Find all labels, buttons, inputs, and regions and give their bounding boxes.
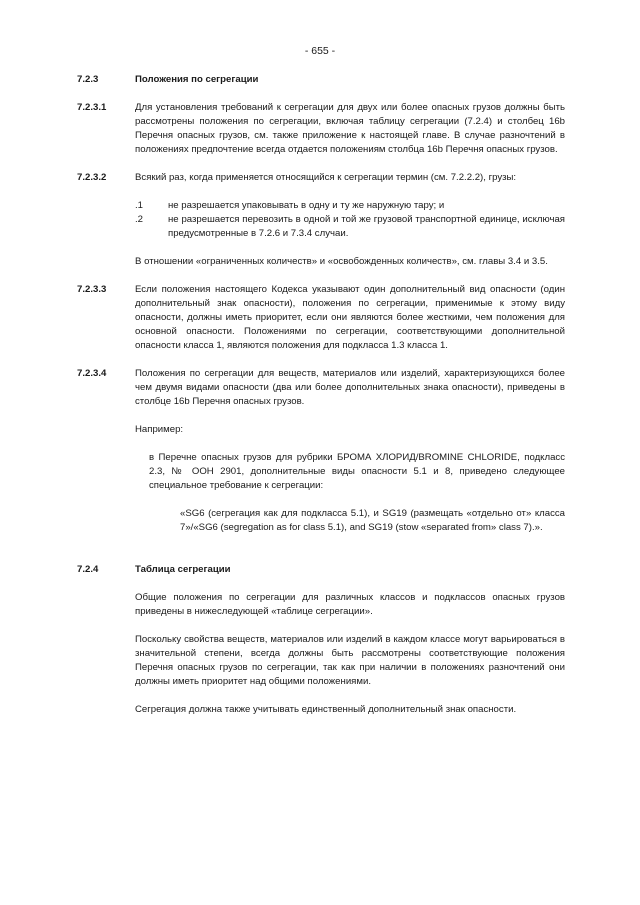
section-number: 7.2.3.2 [77, 172, 107, 183]
section-paragraph: Всякий раз, когда применяется относящийся к сегрегации термин (см. 7.2.2.2), грузы: [135, 172, 517, 183]
section-paragraph: Общие положения по сегрегации для различных классов и подклассов опасных грузов приведены в нижеследующей «таблице сегрегации». [135, 592, 565, 617]
section-title: Таблица сегрегации [135, 564, 231, 575]
section-title: Положения по сегрегации [135, 74, 259, 85]
list-item-text: не разрешается упаковывать в одну и ту же наружную тару; и [168, 200, 445, 211]
section-number: 7.2.3.4 [77, 368, 107, 379]
section-number: 7.2.3.1 [77, 102, 107, 113]
example-label: Например: [135, 424, 184, 435]
section-number: 7.2.3.3 [77, 284, 107, 295]
page-number: - 655 - [304, 45, 336, 57]
section-paragraph: Положения по сегрегации для веществ, материалов или изделий, характеризующихся более чем двумя видами опасности (два или более дополнительных знака опасности), приведены в столбце 16b Перечня опасных грузов. [135, 368, 565, 407]
example-quote: «SG6 (сегрегация как для подкласса 5.1), и SG19 (размещать «отдельно от» класса 7»/«SG6 (segregation as for class 5.1), and SG19 (stow «separated from» class 7).». [180, 508, 565, 533]
section-note: В отношении «ограниченных количеств» и «освобожденных количеств», см. главы 3.4 и 3.5. [135, 256, 548, 267]
section-number: 7.2.4 [77, 564, 99, 575]
section-paragraph: Для установления требований к сегрегации для двух или более опасных грузов должны быть рассмотрены положения по сегрегации, включая таблицу сегрегации (7.2.4) и столбец 16b Перечня опасных грузов, см. также приложение к настоящей главе. В случае разночтений в положениях предпочтение всегда отдается положениям столбца 16b Перечня опасных грузов. [135, 102, 565, 155]
section-paragraph: Поскольку свойства веществ, материалов или изделий в каждом классе могут варьироваться в значительной степени, всегда должны быть рассмотрены соответствующие положения Перечня опасных грузов по сегрегации, так как при наличии в положениях разночтений они должны иметь приоритет над общими положениями. [135, 634, 565, 687]
list-item-number: .1 [135, 200, 144, 211]
section-number: 7.2.3 [77, 74, 99, 85]
section-paragraph: Если положения настоящего Кодекса указывают один дополнительный вид опасности (один дополнительный знак опасности), положения по сегрегации, применимые к этому виду опасности, должны иметь приоритет, если они являются более жесткими, чем положения для основной опасности. Положениями по сегрегации, соответствующими дополнительной опасности класса 1, являются положения для подкласса 1.3 класса 1. [135, 284, 565, 351]
example-paragraph: в Перечне опасных грузов для рубрики БРОМА ХЛОРИД/BROMINE CHLORIDE, подкласс 2.3, № ООН 2901, дополнительные виды опасности 5.1 и 8, приведено следующее специальное требование к сегрегации: [149, 452, 565, 491]
list-item-text: не разрешается перевозить в одной и той же грузовой транспортной единице, исключая предусмотренные в 7.2.6 и 7.3.4 случаи. [168, 214, 565, 239]
list-item-number: .2 [135, 214, 144, 225]
section-paragraph: Сегрегация должна также учитывать единственный дополнительный знак опасности. [135, 704, 517, 715]
